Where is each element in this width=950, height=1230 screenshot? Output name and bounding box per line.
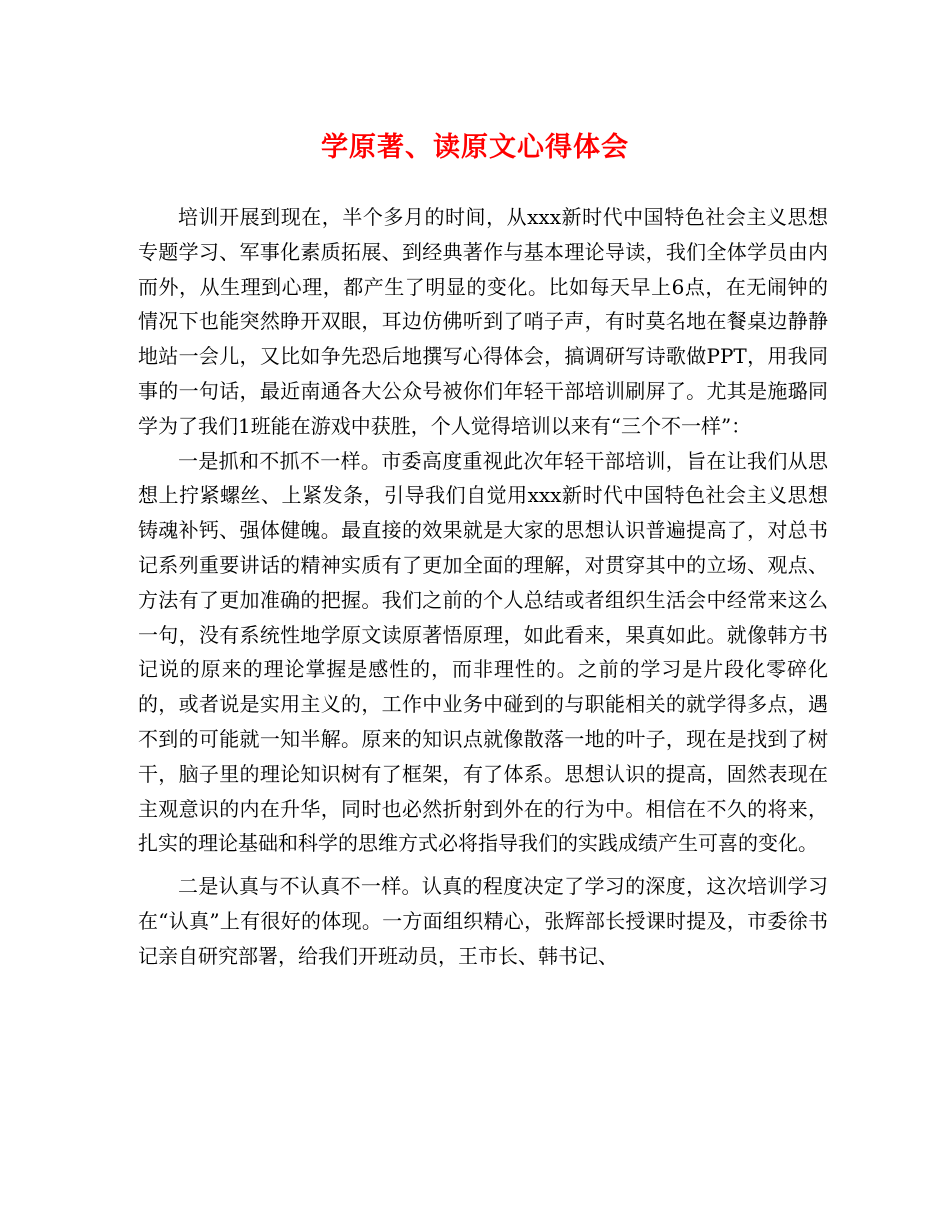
document-title: 学原著、读原文心得体会 (321, 132, 629, 163)
document-body (138, 200, 828, 974)
paragraph-point-two: 二是认真与不认真不一样。认真的程度决定了学习的深度，这次培训学习在“认真”上有很好的体现。一方面组织精心，张辉部长授课时提及，市委徐书记亲自研究部署，给我们开班动员，王市长、韩书记、 (138, 874, 828, 968)
paragraph-point-one: 一是抓和不抓不一样。市委高度重视此次年轻干部培训，旨在让我们从思想上拧紧螺丝、上紧发条，引导我们自觉用xxx新时代中国特色社会主义思想铸魂补钙、强体健魄。最直接的效果就是大家的思想认识普遍提高了，对总书记系列重要讲话的精神实质有了更加全面的理解，对贯穿其中的立场、观点、方法有了更加准确的把握。我们之前的个人总结或者组织生活会中经常来这么一句，没有系统性地学原文读原著悟原理，如此看来，果真如此。就像韩方书记说的原来的理论掌握是感性的，而非理性的。之前的学习是片段化零碎化的，或者说是实用主义的，工作中业务中碰到的与职能相关的就学得多点，遇不到的可能就一知半解。原来的知识点就像散落一地的叶子，现在是找到了树干，脑子里的理论知识树有了框架，有了体系。思想认识的提高，固然表现在主观意识的内在升华，同时也必然折射到外在的行为中。相信在不久的将来，扎实的理论基础和科学的思维方式必将指导我们的实践成绩产生可喜的变化。 (138, 448, 828, 856)
paragraph-intro: 培训开展到现在，半个多月的时间，从xxx新时代中国特色社会主义思想专题学习、军事化素质拓展、到经典著作与基本理论导读，我们全体学员由内而外，从生理到心理，都产生了明显的变化。比如每天早上6点，在无闹钟的情况下也能突然睁开双眼，耳边仿佛听到了哨子声，有时莫名地在餐桌边静静地站一会儿，又比如争先恐后地撰写心得体会，搞调研写诗歌做PPT，用我同事的一句话，最近南通各大公众号被你们年轻干部培训刷屏了。尤其是施璐同学为了我们1班能在游戏中获胜，个人觉得培训以来有“三个不一样”： (138, 205, 828, 438)
